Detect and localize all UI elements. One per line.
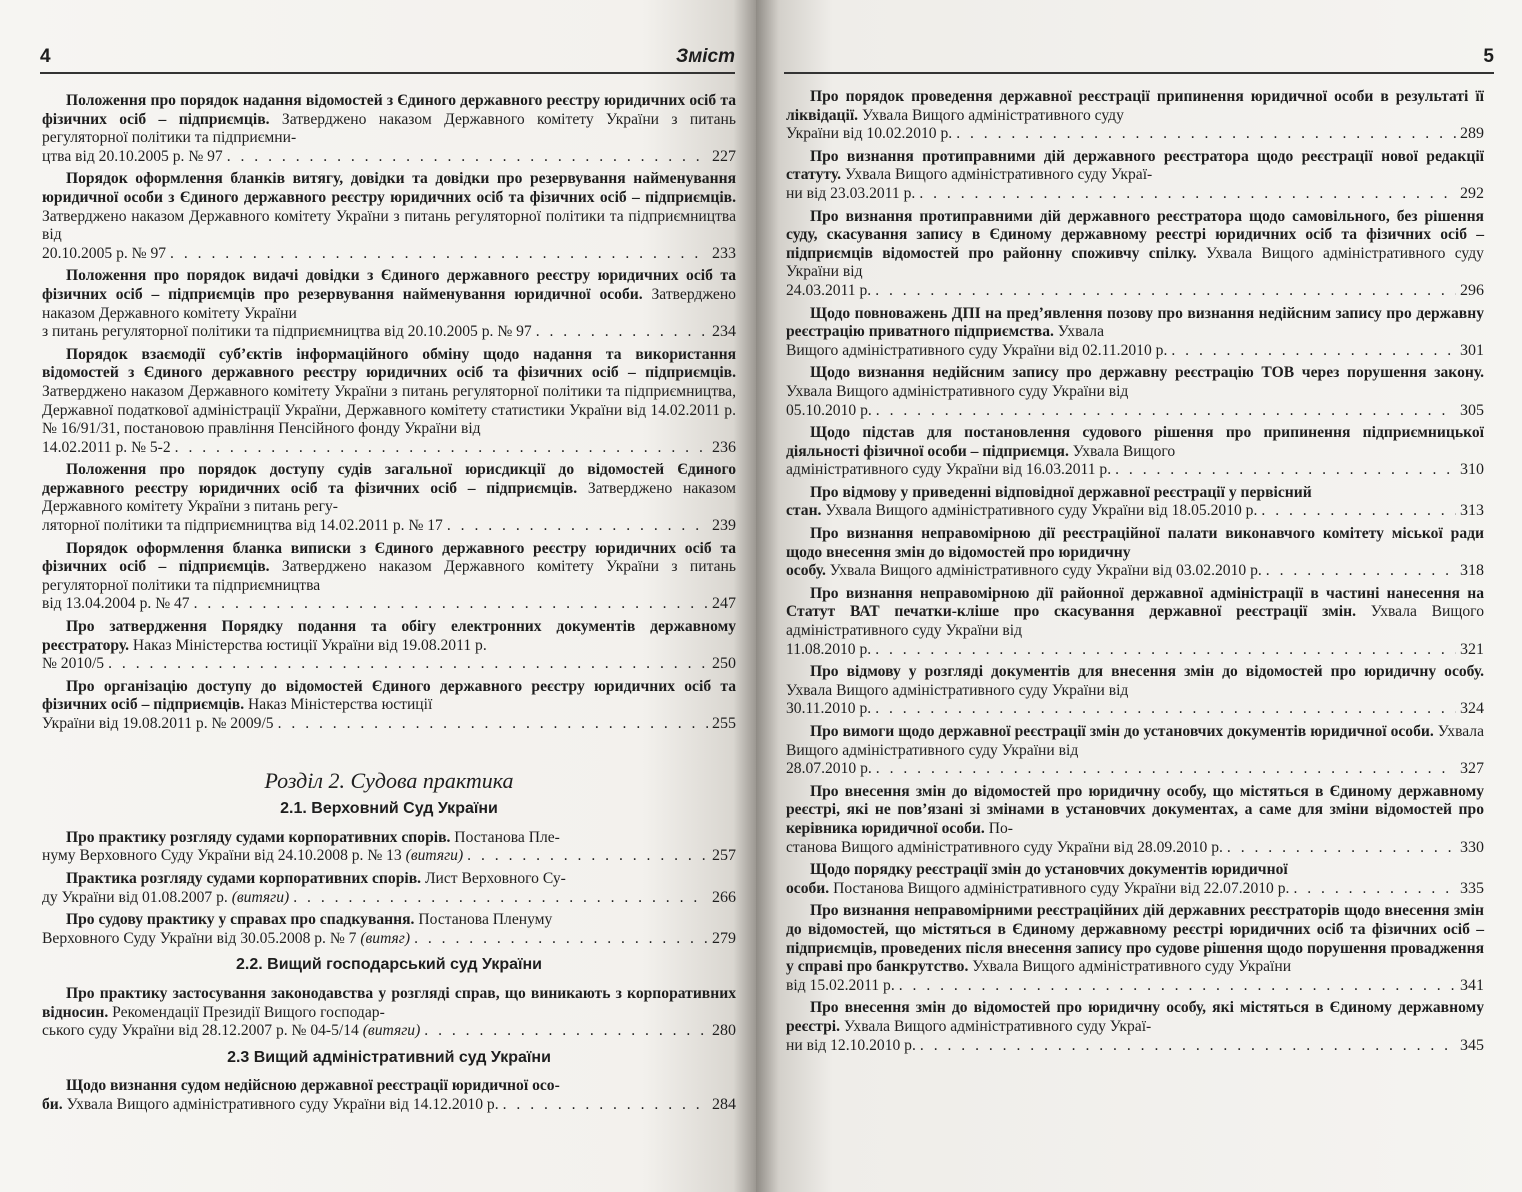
- entry-title: Порядок оформлення бланка виписки з Єдиного державного реєстру юридичних осіб та фізичних осіб – підприємців.: [42, 539, 736, 576]
- toc-entry: [42, 678, 736, 734]
- dot-leader: [956, 125, 1456, 144]
- entry-title: Про практику розгляду судами корпоративних спорів.: [66, 828, 451, 846]
- entry-last-line-text: [786, 185, 915, 204]
- entry-source: Затверджено наказом Державного комітету України: [42, 285, 736, 322]
- entry-title: Щодо визнання недійсним запису про державну реєстрацію ТОВ через порушення закону.: [810, 364, 1484, 382]
- subsection-administrative-court: 2.3 Вищий адміністративний суд України: [227, 1048, 551, 1066]
- entry-title: Про вимоги щодо державної реєстрації змін до установчих документів юридичної особи.: [810, 723, 1434, 740]
- entry-page-number: 318: [1460, 562, 1484, 580]
- toc-entry: [786, 585, 1484, 659]
- entry-title: Щодо порядку реєстрації змін до установчих документів юридичної: [810, 861, 1288, 879]
- entry-date: Верховного Суду України від 30.05.2008 р. № 7: [42, 929, 357, 947]
- entry-date: 20.10.2005 р. № 97: [42, 244, 167, 262]
- dot-leader: [1293, 880, 1456, 899]
- entry-title-end: би.: [42, 1095, 63, 1113]
- entry-source: Ухвала: [1053, 323, 1104, 341]
- entry-page-number: 330: [1460, 838, 1484, 856]
- entry-last-line-text: [786, 641, 871, 660]
- dot-leader: [170, 245, 708, 264]
- entry-last-line: [42, 655, 736, 674]
- entry-last-line: [786, 185, 1484, 204]
- entry-page-number: 345: [1460, 1036, 1484, 1054]
- entry-title: Про судову практику у справах про спадкування.: [66, 911, 415, 929]
- entry-date: України від 19.08.2011 р. № 2009/5: [42, 715, 274, 732]
- left-column: [42, 92, 736, 1119]
- entry-page-number: 257: [712, 847, 736, 865]
- entry-date: Ухвала Вищого адміністративного суду України від 03.02.2010 р.: [825, 562, 1262, 580]
- toc-entry: [786, 208, 1484, 301]
- entry-source: Постанова Пленуму: [414, 911, 553, 929]
- entry-last-line: [786, 839, 1484, 858]
- entry-date: 14.02.2011 р. № 5-2: [42, 438, 171, 456]
- entry-date: 05.10.2010 р.: [786, 401, 872, 419]
- entry-source: Ухвала Вищого адміністративного суду України від: [786, 603, 1484, 640]
- entry-last-line-text: [42, 148, 223, 167]
- entry-page-number: 266: [712, 888, 736, 906]
- entry-last-line-text: [786, 977, 895, 996]
- entry-last-line-text: [786, 461, 1111, 480]
- toc-entry: [42, 911, 736, 948]
- entry-last-line: [786, 700, 1484, 719]
- entry-last-line-text: [786, 839, 1223, 858]
- entry-source: Ухвала Вищого адміністративного суду України від: [786, 244, 1484, 281]
- dot-leader: [875, 641, 1456, 660]
- entry-last-line-text: [42, 1096, 499, 1115]
- toc-entry: [786, 88, 1484, 144]
- entry-last-line-text: [786, 402, 872, 421]
- entry-last-line-text: [42, 930, 410, 949]
- entry-source: Ухвала Вищого: [1068, 442, 1176, 460]
- toc-entry: [786, 783, 1484, 857]
- entry-page-number: 233: [712, 244, 736, 262]
- entry-last-line: [786, 125, 1484, 144]
- entry-date: України від 10.02.2010 р.: [786, 125, 953, 143]
- entry-page-number: 284: [712, 1095, 736, 1113]
- entry-last-line-text: [42, 847, 463, 866]
- entry-page-number: 305: [1460, 401, 1484, 419]
- entry-title: Положення про порядок доступу судів загальної юрисдикції до відомостей Єдиного державного реєстру юридичних осіб та фізичних осіб – підприємців.: [42, 461, 736, 497]
- entries-group-a: [42, 92, 736, 734]
- left-page-number: 4: [40, 46, 51, 67]
- entry-date: 30.11.2010 р.: [786, 700, 872, 718]
- entry-title-end: особу.: [786, 562, 826, 580]
- entry-last-line-text: [786, 125, 952, 144]
- entry-page-number: 292: [1460, 184, 1484, 202]
- toc-entry: [42, 267, 736, 341]
- entry-last-line: [42, 323, 736, 342]
- entry-last-line: [786, 760, 1484, 779]
- dot-leader: [424, 1022, 708, 1041]
- dot-leader: [1266, 562, 1456, 581]
- toc-entry: [42, 1077, 736, 1114]
- entry-title: Практика розгляду судами корпоративних спорів.: [66, 869, 422, 887]
- entry-last-line: [42, 889, 736, 908]
- entry-page-number: 234: [712, 323, 736, 341]
- entry-last-line: [42, 715, 736, 734]
- entry-page-number: 247: [712, 595, 736, 613]
- toc-entry: [42, 92, 736, 166]
- entry-source: Ухвала Вищого адміністративного суду України від: [786, 382, 1129, 400]
- right-page-number: 5: [1483, 46, 1494, 67]
- entry-date: № 2010/5: [42, 655, 105, 673]
- entry-page-number: 289: [1460, 125, 1484, 143]
- entries-group-b: [42, 829, 736, 949]
- toc-entry: [786, 861, 1484, 898]
- toc-entry: [786, 364, 1484, 420]
- entry-date: з питань регуляторної політики та підприємництва від 20.10.2005 р. № 97: [42, 323, 532, 341]
- subsection-supreme-court: 2.1. Верховний Суд України: [280, 800, 498, 818]
- entry-title-end: особи.: [786, 879, 830, 897]
- entry-title: Щодо підстав для постановлення судового рішення про припинення підприємницької діяльності фізичної особи – підприємця.: [786, 424, 1484, 460]
- toc-entry: [786, 424, 1484, 480]
- entry-last-line: [786, 402, 1484, 421]
- entry-date: ляторної політики та підприємництва від 14.02.2011 р. № 17: [42, 517, 443, 535]
- entry-title: Про відмову у приведенні відповідної державної реєстрації у первісний: [810, 483, 1312, 501]
- entry-last-line: [786, 461, 1484, 480]
- toc-entry: [786, 484, 1484, 521]
- entry-page-number: 301: [1460, 341, 1484, 359]
- entry-date: Вищого адміністративного суду України від 02.11.2010 р.: [786, 341, 1168, 359]
- entry-date: ни від 23.03.2011 р.: [786, 184, 916, 202]
- entry-title: Про відмову у розгляді документів для внесення змін до відомостей про юридичну особу.: [810, 663, 1484, 681]
- toc-entry: [42, 829, 736, 866]
- entry-title: Про визнання неправомірною дії реєстраційної палати виконавчого комітету міської ради щодо внесення змін до відомостей про юридичну: [786, 525, 1484, 561]
- entry-title: Про визнання неправомірними реєстраційних дій державних реєстраторів щодо внесення змін до відомостей, що містяться в Єдиному державному реєстрі юридичних осіб та фізичних осіб – підприємців, проведених після внесення запису про судове рішення щодо порушення провадження у справі про банкрутство.: [786, 902, 1484, 976]
- right-page: [756, 0, 1522, 1192]
- toc-entry: [786, 902, 1484, 995]
- entry-last-line-text: [42, 655, 104, 674]
- entry-date: ду України від 01.08.2007 р.: [42, 888, 228, 906]
- entry-last-line: [786, 977, 1484, 996]
- left-page-header: [40, 46, 735, 74]
- entry-page-number: 279: [712, 929, 736, 947]
- right-column: [786, 88, 1484, 1059]
- entry-source: Ухвала Вищого адміністративного суду Украї-: [840, 1017, 1152, 1035]
- entry-title: Про затвердження Порядку подання та обігу електронних документів державному реєстратору.: [42, 618, 736, 654]
- dot-leader: [503, 1096, 708, 1115]
- entry-last-line-text: [786, 700, 871, 719]
- entry-source: Рекомендації Президії Вищого господар-: [108, 1003, 385, 1021]
- toc-entry: [42, 170, 736, 263]
- entry-last-line: [786, 282, 1484, 301]
- dot-leader: [227, 148, 708, 167]
- dot-leader: [876, 402, 1456, 421]
- entry-last-line-text: [786, 1037, 916, 1056]
- entry-title-end: стан.: [786, 502, 822, 520]
- entry-date: Ухвала Вищого адміністративного суду України від 18.05.2010 р.: [821, 502, 1258, 520]
- dot-leader: [876, 760, 1456, 779]
- entry-last-line-text: [42, 245, 166, 264]
- dot-leader: [108, 655, 708, 674]
- entry-title: Порядок взаємодії суб’єктів інформаційного обміну щодо надання та використання відомостей з Єдиного державного реєстру юридичних осіб та фізичних осіб – підприємців.: [42, 345, 736, 382]
- entry-last-line-text: [786, 282, 871, 301]
- entries-group-c: [42, 985, 736, 1041]
- toc-entry: [42, 618, 736, 674]
- entry-title: Про внесення змін до відомостей про юридичну особу, які містяться в Єдиному державному реєстрі.: [786, 999, 1484, 1035]
- entry-source: Ухвала Вищого адміністративного суду: [858, 106, 1124, 124]
- entries-group-right: [786, 88, 1484, 1055]
- entry-date: 11.08.2010 р.: [786, 640, 872, 658]
- dot-leader: [899, 977, 1456, 996]
- entries-group-d: [42, 1077, 736, 1114]
- entry-page-number: 335: [1460, 879, 1484, 897]
- entry-title: Щодо визнання судом недійсною державної реєстрації юридичної осо-: [66, 1077, 560, 1095]
- dot-leader: [293, 889, 708, 908]
- dot-leader: [875, 282, 1456, 301]
- entry-date: ського суду України від 28.12.2007 р. № 04-5/14: [42, 1022, 359, 1040]
- entry-date: адміністративного суду України від 16.03.2011 р.: [786, 461, 1112, 479]
- dot-leader: [1171, 342, 1456, 361]
- entry-title: Про практику застосування законодавства у розгляді справ, що виникають з корпоративних відносин.: [42, 984, 736, 1021]
- entry-last-line: [786, 562, 1484, 581]
- dot-leader: [1227, 839, 1456, 858]
- entry-page-number: 280: [712, 1022, 736, 1040]
- entry-page-number: 296: [1460, 281, 1484, 299]
- entry-source: Наказ Міністерства юстиції України від 19.08.2011 р.: [129, 636, 487, 654]
- entry-last-line: [786, 1037, 1484, 1056]
- entry-title: Про визнання протиправними дій державного реєстратора щодо реєстрації нової редакції статуту.: [786, 147, 1484, 184]
- entry-source: Постанова Пле-: [450, 828, 560, 846]
- toc-entry: [786, 525, 1484, 581]
- entry-page-number: 341: [1460, 976, 1484, 994]
- right-page-header: [784, 46, 1494, 74]
- entry-page-number: 255: [712, 715, 736, 732]
- entry-last-line: [786, 342, 1484, 361]
- entry-title: Положення про порядок надання відомостей з Єдиного державного реєстру юридичних осіб та фізичних осіб – підприємців.: [42, 92, 736, 128]
- entry-last-line: [786, 641, 1484, 660]
- entry-page-number: 236: [712, 438, 736, 456]
- toc-entry: [786, 305, 1484, 361]
- running-title: Зміст: [675, 46, 735, 67]
- dot-leader: [175, 439, 708, 458]
- entry-title: Про внесення змін до відомостей про юридичну особу, що містяться в Єдиному державному реєстрі, які не пов’язані зі змінами в установчих документах, а саме для зміни відомостей про керівника юридичної особи.: [786, 782, 1484, 837]
- entry-title: Щодо повноважень ДПІ на пред’явлення позову про визнання недійсним запису про державну реєстрацію приватного підприємства.: [786, 304, 1484, 341]
- entry-last-line: [42, 1022, 736, 1041]
- toc-entry: [786, 148, 1484, 204]
- entry-date: цтва від 20.10.2005 р. № 97: [42, 147, 223, 165]
- entry-last-line: [42, 148, 736, 167]
- entry-last-line-text: [42, 1022, 420, 1041]
- entry-title: Положення про порядок видачі довідки з Єдиного державного реєстру юридичних осіб та фізичних осіб – підприємців про резервування найменування юридичної особи.: [42, 267, 736, 303]
- entry-page-number: 327: [1460, 760, 1484, 778]
- dot-leader: [194, 595, 708, 614]
- dot-leader: [414, 930, 708, 949]
- toc-entry: [42, 346, 736, 458]
- entry-date: 28.07.2010 р.: [786, 760, 872, 778]
- entry-page-number: 324: [1460, 700, 1484, 718]
- dot-leader: [919, 185, 1456, 204]
- entry-last-line-text: [42, 517, 443, 536]
- entry-date: від 13.04.2004 р. № 47: [42, 595, 190, 613]
- dot-leader: [536, 323, 708, 342]
- entry-date: ни від 12.10.2010 р.: [786, 1036, 916, 1054]
- entry-last-line: [42, 595, 736, 614]
- entry-date: від 15.02.2011 р.: [786, 976, 895, 994]
- toc-entry: [786, 999, 1484, 1055]
- dot-leader: [278, 715, 708, 734]
- entry-page-number: 250: [712, 655, 736, 673]
- entry-source: Затверджено наказом Державного комітету України з питань регуляторної політики та підприємництва від: [42, 207, 736, 244]
- entry-last-line-text: [42, 715, 274, 734]
- entry-title: Про визнання протиправними дій державного реєстратора щодо самовільного, без рішення суду, скасування запису в Єдиному державному реєстрі юридичних осіб та фізичних осіб – підприємців відомостей про районну споживчу спілку.: [786, 207, 1484, 262]
- entry-source: Лист Верховного Су-: [421, 869, 566, 887]
- entry-date: нуму Верховного Суду України від 24.10.2008 р. № 13: [42, 847, 402, 865]
- entry-page-number: 321: [1460, 640, 1484, 658]
- entry-last-line-text: [786, 502, 1257, 521]
- dot-leader: [875, 700, 1456, 719]
- entry-note: (витяги): [358, 1022, 421, 1040]
- section-title: Розділ 2. Судова практика: [264, 767, 514, 793]
- toc-entry: [42, 985, 736, 1041]
- entry-source: Затверджено наказом Державного комітету України з питань регуляторної політики та підприємництва, Державної податкової адміністрації України, Державного комітету статистики України від 14.02.2011 р. № 16/91/31, постановою правління Пенсійного фонду України від: [42, 382, 736, 438]
- dot-leader: [920, 1037, 1456, 1056]
- entry-last-line-text: [42, 323, 532, 342]
- entry-source: Ухвала Вищого адміністративного суду України від: [786, 723, 1484, 759]
- entry-last-line-text: [42, 439, 171, 458]
- subsection-commercial-court: 2.2. Вищий господарський суд України: [236, 956, 542, 974]
- entry-date: 24.03.2011 р.: [786, 281, 872, 299]
- entry-source: Затверджено наказом Державного комітету України з питань регуляторної політики та підприємни-: [42, 110, 736, 147]
- entry-page-number: 313: [1460, 502, 1484, 520]
- entry-note: (витяги): [227, 888, 290, 906]
- entry-last-line-text: [42, 595, 190, 614]
- dot-leader: [1261, 502, 1456, 521]
- entry-note: (витяг): [356, 929, 411, 947]
- entry-date: Постанова Вищого адміністративного суду України від 22.07.2010 р.: [829, 879, 1290, 897]
- entry-last-line: [786, 880, 1484, 899]
- entry-note: (витяги): [401, 847, 464, 865]
- toc-entry: [42, 540, 736, 614]
- dot-leader: [447, 517, 708, 536]
- entry-source: Наказ Міністерства юстиції: [244, 696, 433, 714]
- entry-last-line-text: [786, 342, 1167, 361]
- toc-entry: [786, 723, 1484, 779]
- dot-leader: [1115, 461, 1456, 480]
- entry-last-line: [42, 847, 736, 866]
- entry-last-line: [42, 439, 736, 458]
- entry-last-line-text: [786, 562, 1262, 581]
- entry-source: Затверджено наказом Державного комітету України з питань регу-: [42, 479, 736, 516]
- entry-last-line: [42, 245, 736, 264]
- entry-page-number: 227: [712, 147, 736, 165]
- entry-date: станова Вищого адміністративного суду України від 28.09.2010 р.: [786, 838, 1223, 856]
- entry-last-line-text: [786, 880, 1289, 899]
- entry-last-line: [42, 1096, 736, 1115]
- entry-title: Порядок оформлення бланків витягу, довідки та довідки про резервування найменування юридичної особи з Єдиного державного реєстру юридичних осіб та фізичних осіб – підприємців.: [42, 170, 736, 206]
- entry-page-number: 239: [712, 517, 736, 535]
- entry-title: Про визнання неправомірною дії районної державної адміністрації в частині нанесення на Статут ВАТ печатки-кліше про скасування державної реєстрації змін.: [786, 584, 1484, 621]
- entry-date: Ухвала Вищого адміністративного суду України від 14.12.2010 р.: [62, 1095, 499, 1113]
- left-page: [0, 0, 756, 1192]
- entry-source: Ухвала Вищого адміністративного суду України: [968, 958, 1292, 976]
- entry-title: Про організацію доступу до відомостей Єдиного державного реєстру юридичних осіб та фізичних осіб – підприємців.: [42, 677, 736, 714]
- entry-source: Ухвала Вищого адміністративного суду України від: [786, 681, 1129, 699]
- entry-source: Ухвала Вищого адміністративного суду Украї-: [841, 166, 1153, 184]
- entry-source: По-: [984, 819, 1013, 837]
- entry-page-number: 310: [1460, 461, 1484, 479]
- entry-last-line-text: [42, 889, 289, 908]
- entry-last-line: [42, 517, 736, 536]
- entry-last-line-text: [786, 760, 872, 779]
- entry-last-line: [42, 930, 736, 949]
- dot-leader: [467, 847, 708, 866]
- toc-entry: [42, 461, 736, 535]
- toc-entry: [786, 663, 1484, 719]
- entry-last-line: [786, 502, 1484, 521]
- entry-title: Про порядок проведення державної реєстрації припинення юридичної особи в результаті її ліквідації.: [786, 88, 1484, 124]
- toc-entry: [42, 870, 736, 907]
- entry-source: Затверджено наказом Державного комітету України з питань регуляторної політики та підприємництва: [42, 558, 736, 594]
